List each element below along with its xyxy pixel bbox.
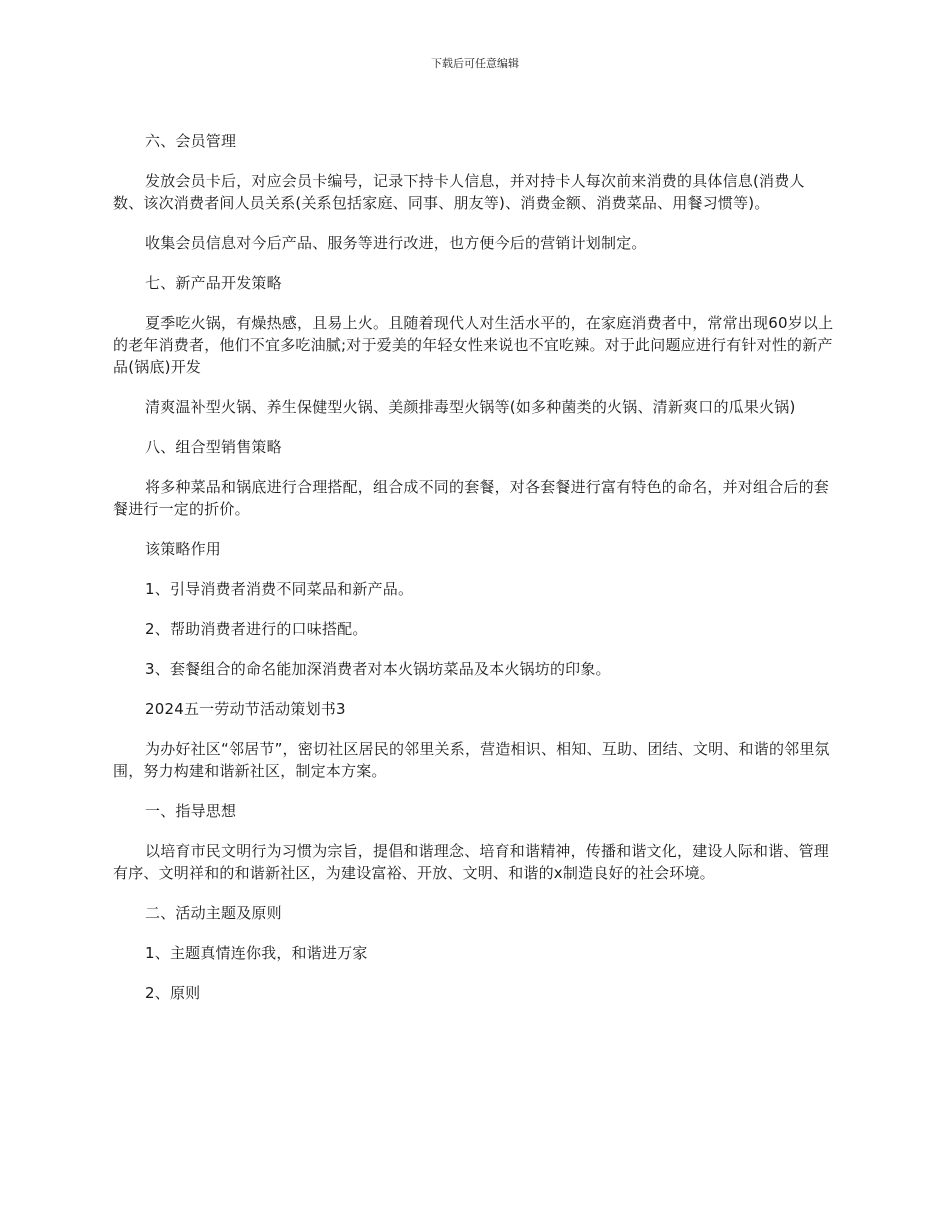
paragraph: 清爽温补型火锅、养生保健型火锅、美颜排毒型火锅等(如多种菌类的火锅、清新爽口的瓜果火锅) [145,398,796,416]
document-body [113,130,835,1022]
list-item: 3、套餐组合的命名能加深消费者对本火锅坊菜品及本火锅坊的印象。 [145,660,611,678]
section-heading-new-product: 七、新产品开发策略 [145,274,282,292]
section-heading-theme-principles: 二、活动主题及原则 [145,904,282,922]
paragraph: 为办好社区“邻居节”，密切社区居民的邻里关系，营造相识、相知、互助、团结、文明、和谐的邻里氛围，努力构建和谐新社区，制定本方案。 [113,740,830,780]
paragraph: 发放会员卡后，对应会员卡编号，记录下持卡人信息，并对持卡人每次前来消费的具体信息(消费人数、该次消费者间人员关系(关系包括家庭、同事、朋友等)、消费金额、消费菜品、用餐习惯等)。 [113,172,805,212]
list-item: 1、引导消费者消费不同菜品和新产品。 [145,580,414,598]
document-subtitle: 2024五一劳动节活动策划书3 [145,700,346,718]
paragraph: 将多种菜品和锅底进行合理搭配，组合成不同的套餐，对各套餐进行富有特色的命名，并对组合后的套餐进行一定的折价。 [113,478,830,518]
section-heading-guiding-thought: 一、指导思想 [145,802,237,820]
list-item: 2、帮助消费者进行的口味搭配。 [145,620,368,638]
paragraph: 以培育市民文明行为习惯为宗旨，提倡和谐理念、培育和谐精神，传播和谐文化，建设人际和谐、管理有序、文明祥和的和谐新社区，为建设富裕、开放、文明、和谐的x制造良好的社会环境。 [113,842,830,882]
page-header: 下载后可任意编辑 [431,57,519,70]
list-item: 1、主题真情连你我，和谐进万家 [145,944,368,962]
list-item: 2、原则 [145,984,201,1002]
paragraph: 该策略作用 [145,540,222,558]
paragraph: 夏季吃火锅，有燥热感，且易上火。且随着现代人对生活水平的，在家庭消费者中，常常出现60岁以上的老年消费者，他们不宜多吃油腻;对于爱美的年轻女性来说也不宜吃辣。对于此问题应进行有针对性的新产品(锅底)开发 [113,314,834,376]
paragraph: 收集会员信息对今后产品、服务等进行改进，也方便今后的营销计划制定。 [145,234,647,252]
section-heading-member-management: 六、会员管理 [145,132,237,150]
section-heading-combo-sales: 八、组合型销售策略 [145,438,282,456]
